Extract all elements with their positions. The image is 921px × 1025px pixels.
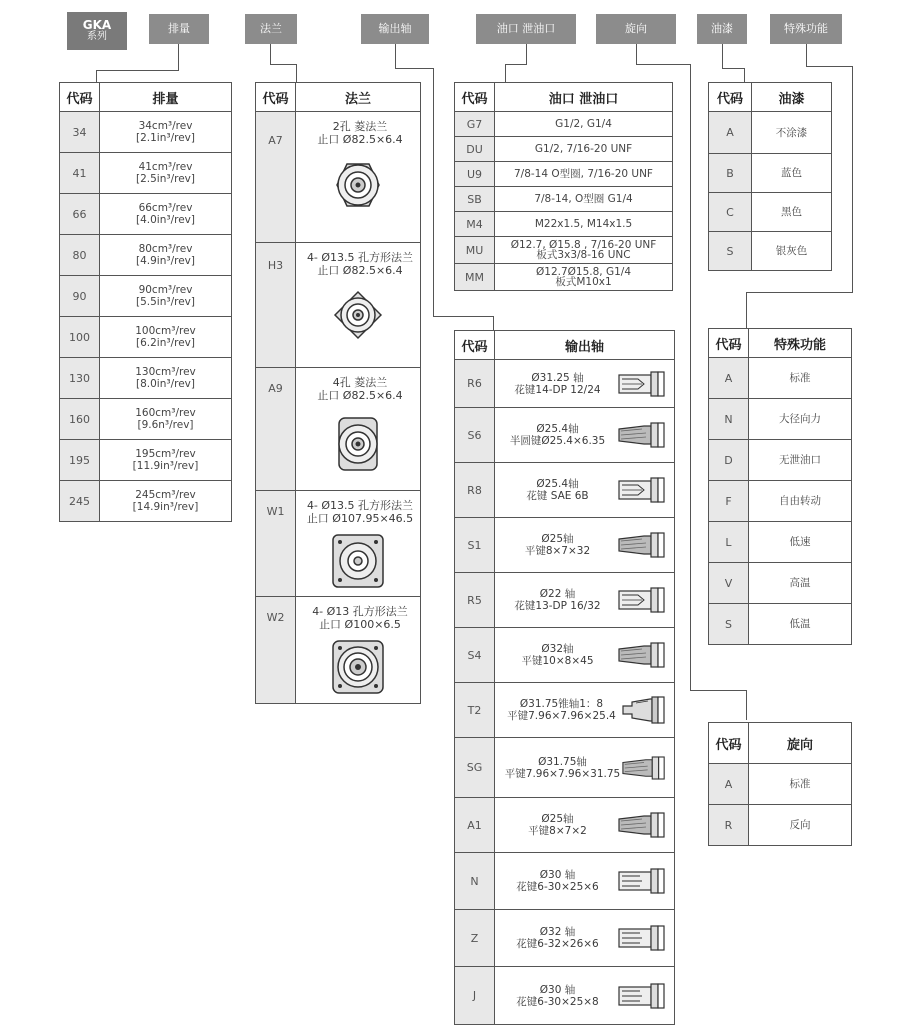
value-cell: Ø32轴 平键10×8×45 [495,628,675,683]
table-row [455,910,675,967]
table-row [455,264,673,291]
code-cell: M4 [455,212,495,237]
connector-line [806,44,807,66]
code-cell: A7 [256,112,296,243]
column-header-special: 特殊功能 [749,329,852,358]
code-cell: MM [455,264,495,291]
code-cell: A [709,112,752,154]
table-row [455,408,675,463]
value-cell: 4- Ø13 孔方形法兰 止口 Ø100×6.5 [296,597,421,704]
code-cell: G7 [455,112,495,137]
table-row [60,440,232,481]
code-cell: 41 [60,153,100,194]
column-header-displacement: 排量 [100,83,232,112]
code-cell: U9 [455,162,495,187]
table-row [60,112,232,153]
table-header-row [455,331,675,360]
value-cell: 90cm³/rev [5.5in³/rev] [100,276,232,317]
value-cell: 银灰色 [752,232,832,271]
value-cell: 蓝色 [752,154,832,193]
table-row [60,194,232,235]
table-header-row [256,83,421,112]
column-header-output-shaft: 输出轴 [495,331,675,360]
value-cell: 标准 [749,764,852,805]
spline-shaft-icon [618,586,666,614]
spline-shaft-icon [618,867,666,895]
value-cell: 2孔 菱法兰 止口 Ø82.5×6.4 [296,112,421,243]
column-header-paint: 油漆 [752,83,832,112]
code-cell: MU [455,237,495,264]
header-rotation: 旋向 [596,14,676,44]
table-row [455,518,675,573]
oil-port-table [454,82,673,291]
spline-shaft-icon [618,370,666,398]
table-row [455,683,675,738]
code-cell: R8 [455,463,495,518]
column-header-code: 代码 [256,83,296,112]
table-row [256,491,421,597]
table-row [709,440,852,481]
code-cell: R [709,805,749,846]
value-cell: 大径向力 [749,399,852,440]
value-cell: Ø31.75锥轴1：8 平键7.96×7.96×25.4 [495,683,675,738]
spline-shaft-icon [618,982,666,1010]
keyed-shaft-icon [618,531,666,559]
table-row [709,805,852,846]
header-gka-label: GKA [82,18,112,32]
value-cell: 反向 [749,805,852,846]
table-row [455,237,673,264]
code-cell: F [709,481,749,522]
keyed-shaft-icon [618,811,666,839]
code-cell: DU [455,137,495,162]
value-cell: 160cm³/rev [9.6n³/rev] [100,399,232,440]
table-header-row [709,723,852,764]
code-cell: SB [455,187,495,212]
table-row [709,399,852,440]
table-row [455,628,675,683]
table-row [455,738,675,798]
table-row [455,967,675,1025]
table-row [60,399,232,440]
code-cell: 80 [60,235,100,276]
header-displacement: 排量 [149,14,209,44]
connector-line [746,292,853,293]
value-cell: Ø32 轴 花键6-32×26×6 [495,910,675,967]
table-row [60,317,232,358]
header-gka-series [67,12,127,50]
table-row [709,604,852,645]
keyed-shaft-icon [618,641,666,669]
code-cell: W2 [256,597,296,704]
connector-line [852,66,853,292]
keyed-shaft-icon [622,754,666,782]
table-row [60,481,232,522]
code-cell: S [709,604,749,645]
value-cell: 4- Ø13.5 孔方形法兰 止口 Ø82.5×6.4 [296,243,421,368]
paint-table [708,82,832,271]
code-cell: A9 [256,368,296,491]
table-row [455,187,673,212]
connector-line [395,68,433,69]
connector-line [744,68,745,82]
spline-shaft-icon [618,924,666,952]
value-cell: 34cm³/rev [2.1in³/rev] [100,112,232,153]
value-cell: 100cm³/rev [6.2in³/rev] [100,317,232,358]
code-cell: H3 [256,243,296,368]
column-header-code: 代码 [709,83,752,112]
value-cell: Ø31.25 轴 花键14-DP 12/24 [495,360,675,408]
rotation-table [708,722,852,846]
value-cell: 80cm³/rev [4.9in³/rev] [100,235,232,276]
code-cell: A [709,358,749,399]
value-cell: Ø30 轴 花键6-30×25×6 [495,853,675,910]
value-cell: 41cm³/rev [2.5in³/rev] [100,153,232,194]
column-header-code: 代码 [709,329,749,358]
diamond-flange-icon [323,152,393,218]
value-cell: M22x1.5, M14x1.5 [495,212,673,237]
table-row [60,235,232,276]
header-output-shaft: 输出轴 [361,14,429,44]
table-header-row [709,83,832,112]
column-header-code: 代码 [455,83,495,112]
value-cell: 高温 [749,563,852,604]
table-row [709,193,832,232]
header-paint: 油漆 [697,14,747,44]
table-row [60,358,232,399]
table-header-row [455,83,673,112]
table-header-row [60,83,232,112]
connector-line [806,66,852,67]
special-function-table [708,328,852,645]
code-cell: W1 [256,491,296,597]
square-flange-icon [325,637,391,697]
table-row [709,764,852,805]
code-cell: D [709,440,749,481]
value-cell: Ø30 轴 花键6-30×25×8 [495,967,675,1025]
value-cell: G1/2, G1/4 [495,112,673,137]
value-cell: Ø25.4轴 花键 SAE 6B [495,463,675,518]
keyed-shaft-icon [618,421,666,449]
value-cell: 不涂漆 [752,112,832,154]
header-flange: 法兰 [245,14,297,44]
column-header-code: 代码 [455,331,495,360]
code-cell: 245 [60,481,100,522]
table-row [455,360,675,408]
connector-line [722,44,723,68]
connector-line [526,44,527,64]
flange-table [255,82,421,704]
code-cell: A [709,764,749,805]
connector-line [296,64,297,82]
connector-line [636,44,637,64]
value-cell: 无泄油口 [749,440,852,481]
code-cell: 195 [60,440,100,481]
value-cell: G1/2, 7/16-20 UNF [495,137,673,162]
code-cell: S1 [455,518,495,573]
code-cell: V [709,563,749,604]
table-row [455,212,673,237]
table-header-row [709,329,852,358]
square-flange-icon [323,283,393,347]
displacement-table [59,82,232,522]
table-row [709,232,832,271]
connector-line [746,292,747,328]
value-cell: 自由转动 [749,481,852,522]
tapered-shaft-icon [622,695,666,725]
column-header-code: 代码 [60,83,100,112]
code-cell: C [709,193,752,232]
code-cell: R5 [455,573,495,628]
table-row [455,137,673,162]
column-header-code: 代码 [709,723,749,764]
table-row [455,798,675,853]
connector-line [395,44,396,68]
value-cell: 7/8-14 O型圈, 7/16-20 UNF [495,162,673,187]
table-row [455,112,673,137]
connector-line [96,70,179,71]
code-cell: SG [455,738,495,798]
value-cell: Ø12.7, Ø15.8 , 7/16-20 UNF 板式3x3/8-16 UNC [495,237,673,264]
connector-line [690,64,691,690]
value-cell: Ø31.75轴 平键7.96×7.96×31.75 [495,738,675,798]
connector-line [505,64,506,82]
table-row [60,153,232,194]
diamond-flange-icon [323,408,393,478]
table-row [60,276,232,317]
value-cell: 4孔 菱法兰 止口 Ø82.5×6.4 [296,368,421,491]
value-cell: 66cm³/rev [4.0in³/rev] [100,194,232,235]
table-row [455,853,675,910]
header-special: 特殊功能 [770,14,842,44]
table-row [709,563,852,604]
table-row [256,243,421,368]
code-cell: 130 [60,358,100,399]
value-cell: 低速 [749,522,852,563]
column-header-rotation: 旋向 [749,723,852,764]
value-cell: Ø25轴 平键8×7×32 [495,518,675,573]
connector-line [433,68,434,316]
column-header-oil-port: 油口 泄油口 [495,83,673,112]
table-row [256,112,421,243]
connector-line [270,44,271,64]
table-row [709,154,832,193]
code-cell: 90 [60,276,100,317]
code-cell: S [709,232,752,271]
connector-line [493,316,494,330]
square-flange-icon [325,531,391,591]
connector-line [505,64,527,65]
table-row [455,162,673,187]
value-cell: Ø22 轴 花键13-DP 16/32 [495,573,675,628]
code-cell: R6 [455,360,495,408]
value-cell: Ø25.4轴 半圆键Ø25.4×6.35 [495,408,675,463]
column-header-flange: 法兰 [296,83,421,112]
value-cell: 4- Ø13.5 孔方形法兰 止口 Ø107.95×46.5 [296,491,421,597]
table-row [256,368,421,491]
table-row [455,463,675,518]
code-cell: B [709,154,752,193]
value-cell: 黑色 [752,193,832,232]
connector-line [96,70,97,82]
connector-line [690,690,746,691]
code-cell: 66 [60,194,100,235]
table-row [455,573,675,628]
value-cell: 195cm³/rev [11.9in³/rev] [100,440,232,481]
connector-line [636,64,690,65]
code-cell: 100 [60,317,100,358]
connector-line [178,44,179,70]
code-cell: N [455,853,495,910]
value-cell: Ø12.7Ø15.8, G1/4 板式M10x1 [495,264,673,291]
table-row [256,597,421,704]
code-cell: Z [455,910,495,967]
table-row [709,522,852,563]
spline-shaft-icon [618,476,666,504]
connector-line [746,690,747,720]
value-cell: Ø25轴 平键8×7×2 [495,798,675,853]
code-cell: 160 [60,399,100,440]
table-row [709,358,852,399]
code-cell: N [709,399,749,440]
value-cell: 7/8-14, O型圈 G1/4 [495,187,673,212]
connector-line [433,316,493,317]
table-row [709,481,852,522]
code-cell: 34 [60,112,100,153]
connector-line [722,68,744,69]
value-cell: 245cm³/rev [14.9in³/rev] [100,481,232,522]
code-cell: S4 [455,628,495,683]
table-row [709,112,832,154]
value-cell: 标准 [749,358,852,399]
code-cell: T2 [455,683,495,738]
code-cell: A1 [455,798,495,853]
code-cell: J [455,967,495,1025]
header-series-label: 系列 [87,31,107,42]
value-cell: 低温 [749,604,852,645]
output-shaft-table [454,330,675,1025]
header-oil-port: 油口 泄油口 [476,14,576,44]
connector-line [270,64,296,65]
value-cell: 130cm³/rev [8.0in³/rev] [100,358,232,399]
code-cell: S6 [455,408,495,463]
code-cell: L [709,522,749,563]
